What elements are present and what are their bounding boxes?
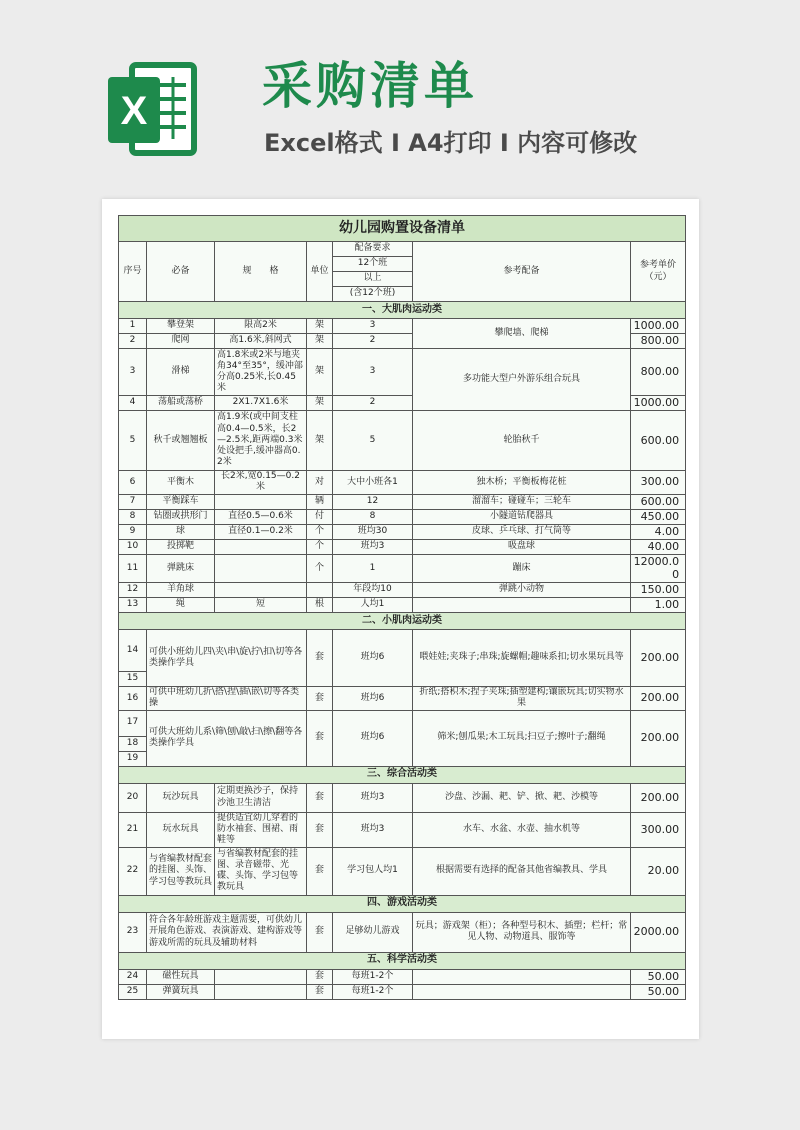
cell-item: 平衡踩车 xyxy=(147,494,215,509)
cell-price: 1000.00 xyxy=(631,319,686,334)
cell-unit: 个 xyxy=(307,554,333,583)
cell-req: 班均6 xyxy=(333,630,413,687)
cell-no: 12 xyxy=(119,583,147,598)
cell-ref: 玩具；游戏架（柜）；各种型号积木、插塑；栏杆；常见人物、动物道具、服饰等 xyxy=(413,912,631,952)
page-subtitle: Excel格式 I A4打印 I 内容可修改 xyxy=(264,129,638,157)
cell-no: 10 xyxy=(119,539,147,554)
table-row xyxy=(119,630,686,672)
cell-req: 足够幼儿游戏 xyxy=(333,912,413,952)
cell-ref: 水车、水盆、水壶、抽水机等 xyxy=(413,812,631,847)
cell-req: 5 xyxy=(333,411,413,471)
cell-ref: 溜溜车；碰碰车；三轮车 xyxy=(413,494,631,509)
cell-item: 滑梯 xyxy=(147,349,215,396)
cell-req: 班均6 xyxy=(333,687,413,711)
cell-no: 6 xyxy=(119,471,147,495)
cell-no: 15 xyxy=(119,672,147,687)
table-row xyxy=(119,524,686,539)
col-header-req: 配备要求 xyxy=(333,242,413,257)
cell-spec xyxy=(215,554,307,583)
cell-ref xyxy=(413,598,631,613)
cell-req: 班均3 xyxy=(333,812,413,847)
cell-ref: 喂娃娃;夹珠子;串珠;旋螺帽;趣味系扣;切水果玩具等 xyxy=(413,630,631,687)
cell-req: 班均30 xyxy=(333,524,413,539)
cell-ref: 小隧道钻爬器具 xyxy=(413,509,631,524)
cell-no: 14 xyxy=(119,630,147,672)
cell-unit: 套 xyxy=(307,812,333,847)
page-header xyxy=(0,0,800,200)
col-header-price: 参考单价（元） xyxy=(631,242,686,302)
cell-no: 8 xyxy=(119,509,147,524)
cell-no: 24 xyxy=(119,969,147,984)
section-header: 五、科学活动类 xyxy=(119,952,686,969)
table-row xyxy=(119,783,686,812)
cell-item: 可供中班幼儿折\搭\捏\插\嵌\切等各类操 xyxy=(147,687,307,711)
table-title-row xyxy=(119,216,686,242)
cell-spec xyxy=(215,539,307,554)
table-row xyxy=(119,969,686,984)
cell-ref: 筛米;刨瓜果;木工玩具;扫豆子;擦叶子;翻绳 xyxy=(413,710,631,766)
cell-price: 2000.00 xyxy=(631,912,686,952)
cell-price: 300.00 xyxy=(631,812,686,847)
cell-no: 9 xyxy=(119,524,147,539)
cell-unit xyxy=(307,583,333,598)
table-row xyxy=(119,509,686,524)
table-row xyxy=(119,847,686,895)
cell-spec: 2X1.7X1.6米 xyxy=(215,396,307,411)
cell-ref: 沙盘、沙漏、耙、铲、掀、耙、沙模等 xyxy=(413,783,631,812)
cell-req: 班均3 xyxy=(333,539,413,554)
spreadsheet-preview xyxy=(102,199,699,1039)
cell-price: 200.00 xyxy=(631,710,686,766)
table-row xyxy=(119,583,686,598)
cell-no: 11 xyxy=(119,554,147,583)
cell-item: 秋千或翘翘板 xyxy=(147,411,215,471)
col-header-item: 必备 xyxy=(147,242,215,302)
cell-spec: 高1.6米,斜网式 xyxy=(215,334,307,349)
cell-item: 投掷靶 xyxy=(147,539,215,554)
cell-spec xyxy=(215,494,307,509)
cell-item: 玩水玩具 xyxy=(147,812,215,847)
cell-unit: 架 xyxy=(307,334,333,349)
cell-price: 200.00 xyxy=(631,630,686,687)
cell-price: 12000.00 xyxy=(631,554,686,583)
cell-ref: 吸盘球 xyxy=(413,539,631,554)
cell-unit: 套 xyxy=(307,984,333,999)
cell-item: 羊角球 xyxy=(147,583,215,598)
cell-req: 班均3 xyxy=(333,783,413,812)
col-header-spec: 规 格 xyxy=(215,242,307,302)
col-header-no: 序号 xyxy=(119,242,147,302)
cell-spec: 直径0.5—0.6米 xyxy=(215,509,307,524)
cell-price: 600.00 xyxy=(631,411,686,471)
cell-no: 4 xyxy=(119,396,147,411)
cell-req: 3 xyxy=(333,349,413,396)
cell-req: 8 xyxy=(333,509,413,524)
cell-item: 荡船或荡桥 xyxy=(147,396,215,411)
cell-price: 800.00 xyxy=(631,334,686,349)
cell-no: 22 xyxy=(119,847,147,895)
cell-no: 19 xyxy=(119,751,147,766)
cell-req: 班均6 xyxy=(333,710,413,766)
cell-no: 21 xyxy=(119,812,147,847)
cell-ref xyxy=(413,969,631,984)
cell-spec: 直径0.1—0.2米 xyxy=(215,524,307,539)
cell-price: 150.00 xyxy=(631,583,686,598)
cell-no: 17 xyxy=(119,710,147,736)
cell-unit: 架 xyxy=(307,411,333,471)
cell-spec: 高1.8米或2米与地夹角34°至35°，缓冲部分高0.25米,长0.45米 xyxy=(215,349,307,396)
table-row xyxy=(119,687,686,711)
cell-spec xyxy=(215,969,307,984)
col-header-req-line: (含12个班) xyxy=(333,287,413,302)
cell-ref: 攀爬墙、爬梯 xyxy=(413,319,631,349)
table-row xyxy=(119,411,686,471)
cell-unit: 套 xyxy=(307,969,333,984)
section-header: 三、综合活动类 xyxy=(119,766,686,783)
cell-unit: 架 xyxy=(307,396,333,411)
table-row xyxy=(119,471,686,495)
cell-unit: 套 xyxy=(307,630,333,687)
header-row xyxy=(119,242,686,257)
table-row xyxy=(119,912,686,952)
cell-price: 450.00 xyxy=(631,509,686,524)
col-header-req-line: 以上 xyxy=(333,272,413,287)
cell-price: 50.00 xyxy=(631,969,686,984)
cell-spec: 限高2米 xyxy=(215,319,307,334)
cell-spec: 定期更换沙子，保持沙池卫生清洁 xyxy=(215,783,307,812)
cell-item: 可供小班幼儿四\夹\串\旋\拧\扣\切等各类操作学具 xyxy=(147,630,307,687)
cell-unit: 套 xyxy=(307,687,333,711)
page-title: 采购清单 xyxy=(262,57,478,115)
logo-letter: X xyxy=(120,89,148,133)
section-header: 一、大肌肉运动类 xyxy=(119,302,686,319)
cell-item: 玩沙玩具 xyxy=(147,783,215,812)
cell-price: 1000.00 xyxy=(631,396,686,411)
col-header-ref: 参考配备 xyxy=(413,242,631,302)
col-header-req-line: 12个班 xyxy=(333,257,413,272)
table-row xyxy=(119,710,686,736)
cell-unit: 根 xyxy=(307,598,333,613)
table-row xyxy=(119,349,686,396)
cell-item: 平衡木 xyxy=(147,471,215,495)
cell-unit: 套 xyxy=(307,912,333,952)
table-row xyxy=(119,539,686,554)
cell-req: 1 xyxy=(333,554,413,583)
cell-price: 300.00 xyxy=(631,471,686,495)
cell-no: 25 xyxy=(119,984,147,999)
cell-item: 爬网 xyxy=(147,334,215,349)
excel-logo-icon xyxy=(102,59,202,159)
cell-unit: 辆 xyxy=(307,494,333,509)
table-row xyxy=(119,494,686,509)
cell-req: 2 xyxy=(333,334,413,349)
table-row xyxy=(119,812,686,847)
cell-unit: 套 xyxy=(307,783,333,812)
cell-unit: 架 xyxy=(307,349,333,396)
cell-item: 绳 xyxy=(147,598,215,613)
cell-ref: 折纸;搭积木;捏子夹珠;插塑建构;镶嵌玩具;切实物水果 xyxy=(413,687,631,711)
cell-item: 弹簧玩具 xyxy=(147,984,215,999)
cell-item: 磁性玩具 xyxy=(147,969,215,984)
cell-ref: 弹跳小动物 xyxy=(413,583,631,598)
cell-ref: 独木桥；平衡板梅花桩 xyxy=(413,471,631,495)
cell-no: 13 xyxy=(119,598,147,613)
cell-price: 20.00 xyxy=(631,847,686,895)
cell-no: 1 xyxy=(119,319,147,334)
cell-spec: 提供适宜幼儿穿着的防水袖套、围裙、雨鞋等 xyxy=(215,812,307,847)
table-row xyxy=(119,598,686,613)
cell-req: 3 xyxy=(333,319,413,334)
cell-price: 800.00 xyxy=(631,349,686,396)
section-header: 四、游戏活动类 xyxy=(119,895,686,912)
cell-req: 人均1 xyxy=(333,598,413,613)
cell-spec: 与省编教材配套的挂图、录音磁带、光碟、头饰、学习包等教玩具 xyxy=(215,847,307,895)
cell-spec: 长2米,宽0.15—0.2米 xyxy=(215,471,307,495)
purchase-table xyxy=(118,215,686,1000)
cell-req: 年段均10 xyxy=(333,583,413,598)
cell-price: 40.00 xyxy=(631,539,686,554)
cell-ref: 皮球、乒乓球、打气筒等 xyxy=(413,524,631,539)
col-header-unit: 单位 xyxy=(307,242,333,302)
cell-no: 23 xyxy=(119,912,147,952)
cell-spec: 高1.9米(或中间支柱高0.4—0.5米，长2—2.5米,距两端0.3米处设把手,缓冲器高0.2米 xyxy=(215,411,307,471)
cell-no: 7 xyxy=(119,494,147,509)
cell-item: 球 xyxy=(147,524,215,539)
cell-item: 与省编教材配套的挂图、头饰、学习包等教玩具 xyxy=(147,847,215,895)
cell-spec xyxy=(215,984,307,999)
cell-unit: 个 xyxy=(307,539,333,554)
cell-unit: 个 xyxy=(307,524,333,539)
cell-item: 弹跳床 xyxy=(147,554,215,583)
cell-no: 18 xyxy=(119,736,147,751)
table-title: 幼儿园购置设备清单 xyxy=(119,216,686,242)
cell-unit: 付 xyxy=(307,509,333,524)
cell-no: 3 xyxy=(119,349,147,396)
cell-price: 200.00 xyxy=(631,783,686,812)
cell-req: 每班1-2个 xyxy=(333,969,413,984)
cell-no: 16 xyxy=(119,687,147,711)
table-row xyxy=(119,319,686,334)
cell-req: 每班1-2个 xyxy=(333,984,413,999)
cell-no: 2 xyxy=(119,334,147,349)
cell-spec: 短 xyxy=(215,598,307,613)
table-row xyxy=(119,554,686,583)
cell-ref: 根据需要有选择的配备其他省编教具、学具 xyxy=(413,847,631,895)
cell-ref: 轮胎秋千 xyxy=(413,411,631,471)
cell-req: 12 xyxy=(333,494,413,509)
cell-ref: 蹦床 xyxy=(413,554,631,583)
cell-req: 学习包人均1 xyxy=(333,847,413,895)
cell-item: 符合各年龄班游戏主题需要，可供幼儿开展角色游戏、表演游戏、建构游戏等游戏所需的玩具及辅助材料 xyxy=(147,912,307,952)
cell-ref: 多功能大型户外游乐组合玩具 xyxy=(413,349,631,411)
cell-price: 600.00 xyxy=(631,494,686,509)
cell-ref xyxy=(413,984,631,999)
cell-item: 攀登架 xyxy=(147,319,215,334)
table-row xyxy=(119,984,686,999)
cell-item: 钻圈或拱形门 xyxy=(147,509,215,524)
section-header: 二、小肌肉运动类 xyxy=(119,613,686,630)
cell-unit: 套 xyxy=(307,847,333,895)
cell-req: 2 xyxy=(333,396,413,411)
cell-unit: 架 xyxy=(307,319,333,334)
cell-unit: 对 xyxy=(307,471,333,495)
cell-price: 1.00 xyxy=(631,598,686,613)
cell-price: 50.00 xyxy=(631,984,686,999)
cell-no: 5 xyxy=(119,411,147,471)
cell-no: 20 xyxy=(119,783,147,812)
cell-req: 大中小班各1 xyxy=(333,471,413,495)
cell-price: 4.00 xyxy=(631,524,686,539)
cell-price: 200.00 xyxy=(631,687,686,711)
cell-item: 可供大班幼儿系\筛\刨\敲\扫\擦\翻等各类操作学具 xyxy=(147,710,307,766)
cell-unit: 套 xyxy=(307,710,333,766)
cell-spec xyxy=(215,583,307,598)
